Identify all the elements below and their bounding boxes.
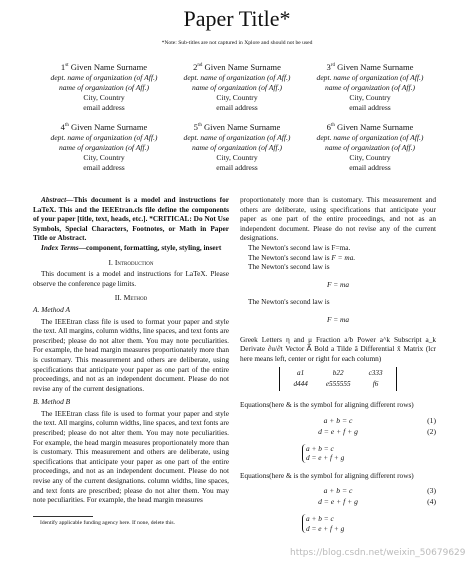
abstract-text: —This document is a model and instructions for LaTeX. This and the IEEEtran.cls file define the components of your paper [title, text, heads, etc.]. *CRITICAL: Do Not Use Symbols, Special Characters, Footnotes, or Math in Paper Title or Abstract. <box>33 195 229 243</box>
author-block: 6th Given Name Surname dept. name of organization (of Aff.) name of organization (of Aff.) City, Country email address <box>316 122 424 172</box>
equations-caption: Equations(here & is the symbol for aligning different rows) <box>240 470 414 480</box>
equations-caption: Equations(here & is the symbol for aligning different rows) <box>240 399 414 409</box>
index-terms-text: —component, formatting, style, styling, insert <box>78 242 222 252</box>
watermark: https://blog.csdn.net/weixin_50679629 <box>290 548 466 558</box>
brace-equations: a + b = c d = e + f + g <box>302 444 436 463</box>
paper-title: Paper Title* <box>183 6 291 31</box>
equation-display: F = ma <box>327 314 349 324</box>
brace-equations: a + b = c d = e + f + g <box>302 514 436 533</box>
equation-display: F = ma <box>327 279 349 289</box>
author-block: 3rd Given Name Surname dept. name of organization (of Aff.) name of organization (of Aff.) City, Country email address <box>316 62 424 112</box>
equation-row: a + b = c (3) <box>323 486 436 496</box>
author-block: 4th Given Name Surname dept. name of organization (of Aff.) name of organization (of Aff.) City, Country email address <box>50 122 158 172</box>
method-a-paragraph: The IEEEtran class file is used to format your paper and style the text. All margins, column widths, line spaces, and text fonts are prescribed; please do not alter them. You may note peculiarities. For example, the head margin measures proportionately more than is customary. This measurement and others are deliberate, using specifications that anticipate your paper as one part of the entire proceedings, and not as an independent document. Please do not revise any of the current designations. <box>33 316 229 393</box>
subsection-heading: A. Method A <box>33 304 71 314</box>
author-block: 5th Given Name Surname dept. name of organization (of Aff.) name of organization (of Aff.) City, Country email address <box>183 122 291 172</box>
subsection-heading: B. Method B <box>33 397 71 407</box>
footnote: Identify applicable funding agency here. If none, delete this. <box>40 520 175 526</box>
abstract-label: Abstract <box>41 195 67 204</box>
author-block: 1st Given Name Surname dept. name of organization (of Aff.) name of organization (of Aff.) City, Country email address <box>50 62 158 112</box>
greek-letters-line: Greek Letters η and μ Fraction a/b Power a^k Subscript a_k Derivate ∂u/∂t Vector A⃗ Bold a Tilde ã Differential x̃ Matrix (lcr here means left, center or right for each column) <box>240 334 436 363</box>
index-terms-label: Index Terms <box>41 242 79 252</box>
author-block: 2nd Given Name Surname dept. name of organization (of Aff.) name of organization (of Aff.) City, Country email address <box>183 62 291 112</box>
matrix-table: a1 b22 c333 d444 e555555 f6 <box>279 367 396 391</box>
method-b-paragraph: The IEEEtran class file is used to format your paper and style the text. All margins, column widths, line spaces, and text fonts are prescribed; please do not alter them. You may note peculiarities. For example, the head margin measures proportionately more than is customary. This measurement and others are deliberate, using specifications that anticipate your paper as one part of the entire proceedings, and not as an independent document. Please do not revise any of the current designations. column widths, line spaces, and text fonts are prescribed; please do not alter them. You may note peculiarities. For example, the head margin measures <box>33 408 229 505</box>
subtitle-note: *Note: Sub-titles are not captured in Xplore and should not be used <box>161 40 313 46</box>
footnote-rule <box>33 516 93 517</box>
continued-paragraph: proportionately more than is customary. This measurement and others are deliberate, using specifications that anticipate your paper as one part of the entire proceedings, and not as an independent document. Please do not revise any of the current designations. <box>240 195 436 243</box>
newton-line: The Newton's second law is <box>248 262 330 272</box>
intro-paragraph: This document is a model and instructions for LaTeX. Please observe the conference page limits. <box>33 269 229 288</box>
section-heading: II. Method <box>114 293 148 303</box>
newton-line: The Newton's second law is F=ma. <box>248 242 351 252</box>
equation-row: d = e + f + g (4) <box>318 497 436 507</box>
equation-row: d = e + f + g (2) <box>318 426 436 436</box>
equation-row: a + b = c (1) <box>323 415 436 425</box>
newton-line: The Newton's second law is F = ma. <box>248 252 356 262</box>
section-heading: I. Introduction <box>108 257 154 267</box>
left-column <box>33 195 229 505</box>
right-column <box>240 195 436 533</box>
newton-line: The Newton's second law is <box>248 297 330 307</box>
